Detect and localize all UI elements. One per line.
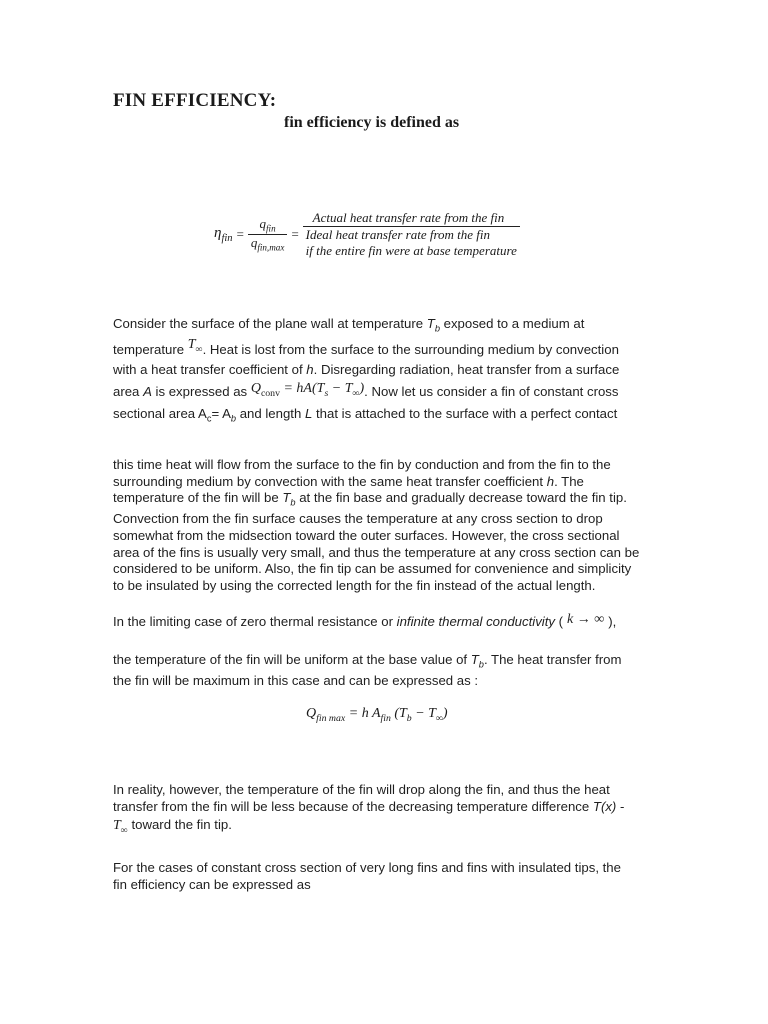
subheading: fin efficiency is defined as [284, 114, 460, 131]
equals-sign-2: = [290, 226, 300, 242]
heat-rate-fraction: Actual heat transfer rate from the fin Ideal heat transfer rate from the fin if the entire fin were at base temperature [303, 210, 520, 259]
t-infinity-symbol-2: $T_\infty$ [113, 818, 128, 836]
t-infinity-symbol: $T_\infty$ [187, 337, 203, 355]
q-ratio-fraction: $\frac{q_{fin}}{q_{fin,max}}$ [248, 216, 288, 252]
k-to-infinity: k → ∞ [567, 612, 605, 627]
equals-sign: = [235, 226, 245, 242]
paragraph-fin-conduction: this time heat will flow from the surface to the fin by conduction and from the fin to the surrounding medium by convection with the same heat transfer coefficient h. The temperature of the fin will be $T_b$ at the fin base and gradually decrease toward the fin tip. Convection from the fin surface causes the temperature at any cross section to drop somewhat from the midsection toward the outer surfaces. However, the cross sectional area of the fins is usually very small, and thus the temperature at any cross section can be considered to be uniform. Also, the fin tip can be assumed for convenience and simplicity to be insulated by using the corrected length for the fin instead of the actual length. [113, 457, 640, 593]
q-fin-max-equation: $Q_{fin max} = h$ $A_{fin}$ $(T_b - T_\infty)$ [306, 706, 448, 724]
fin-efficiency-equation: $\eta_{fin}$ = $\frac{q_{fin}}{q_{fin,max}}$ = Actual heat transfer rate from the fin Ideal heat transfer rate from the fin if the entire fin were at base temperature [214, 210, 520, 259]
paragraph-reality: In reality, however, the temperature of the fin will drop along the fin, and thus the heat transfer from the fin will be less because of the decreasing temperature difference T(x) - $T_\infty$ toward the fin tip. [113, 782, 625, 836]
paragraph-limiting-case: In the limiting case of zero thermal resistance or infinite thermal conductivity ( k → ∞ ), [113, 612, 617, 629]
paragraph-plane-wall: Consider the surface of the plane wall at temperature $T_b$ exposed to a medium at temperature $T_\infty$. Heat is lost from the surface to the surrounding medium by convection with a heat transfer coefficient of h. Disregarding radiation, heat transfer from a surface area A is expressed as $Q_{conv} = hA(T_s - T_\infty)$. Now let us consider a fin of constant cross sectional area $A_c= A_b$ and length L that is attached to the surface with a perfect contact [113, 316, 620, 424]
paragraph-uniform-temp: the temperature of the fin will be uniform at the base value of $T_b$. The heat transfer from the fin will be maximum in this case and can be expressed as : [113, 652, 622, 689]
q-conv-equation: $Q_{conv} = hA(T_s - T_\infty)$ [250, 381, 365, 399]
paragraph-constant-cross-section: For the cases of constant cross section of very long fins and fins with insulated tips, the fin efficiency can be expressed as [113, 860, 621, 892]
eta-symbol: η [214, 225, 222, 241]
section-heading: FIN EFFICIENCY: [113, 90, 277, 111]
